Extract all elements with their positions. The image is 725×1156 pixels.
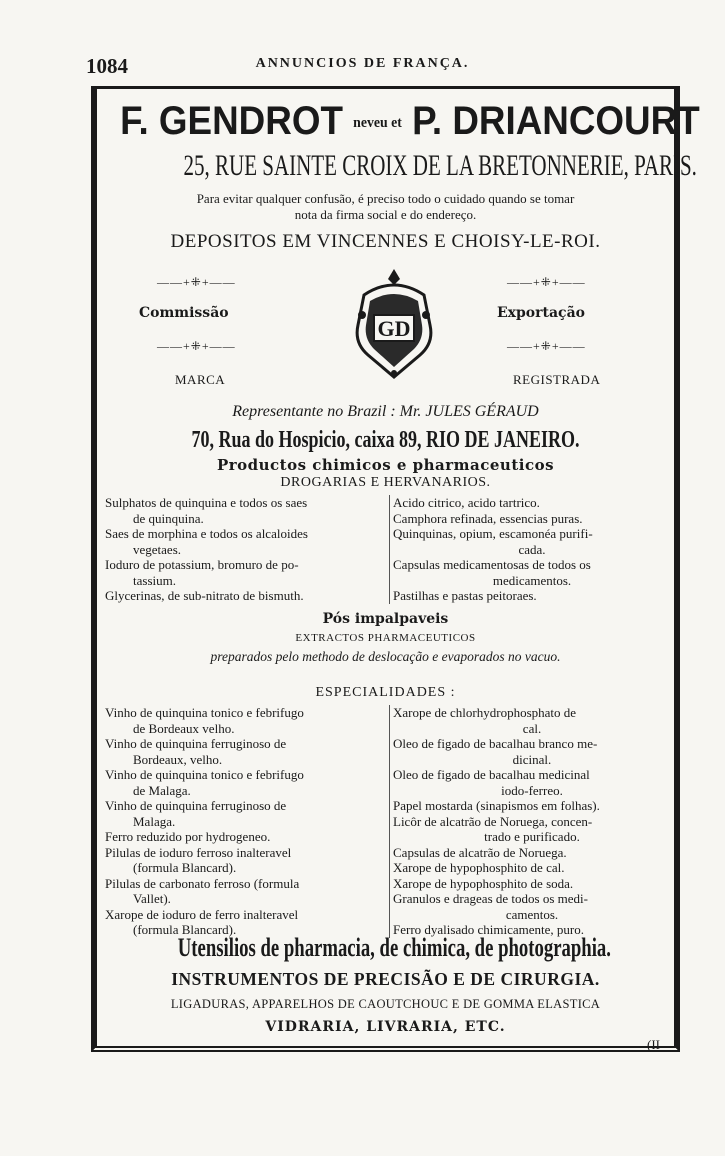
deposits-line: DEPOSITOS EM VINCENNES E CHOISY-LE-ROI.	[170, 231, 601, 252]
list-item-continuation: trado e purificado.	[484, 829, 580, 844]
ornament-rule: ——+⁜+——	[157, 275, 236, 289]
list-item-continuation: de Malaga.	[133, 782, 191, 798]
list-item	[393, 526, 671, 557]
list-item-line: Vinho de quinquina ferruginoso de	[105, 736, 287, 751]
list-item	[393, 845, 671, 861]
list-item	[105, 798, 389, 829]
list-item-line: Sulphatos de quinquina e todos os saes	[105, 495, 308, 510]
list-item	[393, 557, 671, 588]
list-item	[105, 736, 389, 767]
list-item	[105, 845, 389, 876]
list-item-line: Glycerinas, de sub-nitrato de bismuth.	[105, 588, 304, 603]
list-item	[393, 876, 671, 892]
preparados-line: preparados pelo methodo de deslocação e evaporados no vacuo.	[210, 649, 561, 664]
vidraria-line: VIDRARIA, LIVRARIA, ETC.	[265, 1019, 506, 1035]
emblem-monogram: GD	[377, 316, 411, 341]
list-item-line: Vinho de quinquina tonico e febrifugo	[105, 705, 304, 720]
chemicals-left-column	[105, 495, 390, 604]
list-item-line: Pilulas de ioduro ferroso inalteravel	[105, 844, 292, 860]
list-item-continuation: iodo-ferreo.	[501, 782, 563, 798]
firm-title	[120, 99, 700, 144]
notice-line-2: nota da firma social e do endereço.	[294, 207, 477, 222]
list-item-line: Saes de morphina e todos os alcaloides	[105, 526, 308, 541]
continued-mark: (II	[647, 1037, 660, 1052]
list-item-continuation: dicinal.	[512, 751, 552, 767]
list-item	[105, 876, 389, 907]
utensilios-line: Utensilios de pharmacia, de chimica, de photographia.	[177, 933, 611, 962]
pos-heading: Pós impalpaveis	[322, 611, 449, 627]
specialties-right-column	[393, 705, 671, 938]
list-item-line: Pastilhas e pastas peitoraes.	[393, 588, 537, 603]
instrumentos-line: INSTRUMENTOS DE PRECISÃO E DE CIRURGIA.	[171, 969, 600, 989]
page-number: 1084	[86, 54, 128, 78]
list-item	[393, 495, 671, 511]
list-item	[393, 767, 671, 798]
list-item-continuation: cada.	[518, 541, 546, 557]
registrada-label: REGISTRADA	[513, 372, 601, 387]
marca-label: MARCA	[175, 372, 226, 387]
list-item-line: Capsulas medicamentosas de todos os	[393, 557, 591, 572]
list-item-continuation: (formula Blancard).	[133, 922, 237, 937]
firm-name-connector: neveu et	[353, 114, 402, 131]
list-item	[105, 588, 389, 604]
list-item-line: Vinho de quinquina tonico e febrifugo	[105, 767, 304, 782]
list-item	[393, 705, 671, 736]
list-item-line: Xarope de hypophosphito de cal.	[393, 860, 565, 875]
ornament-rule: ——+⁜+——	[507, 275, 586, 289]
representative-line: Representante no Brazil : Mr. JULES GÉRAUD	[232, 403, 539, 420]
list-item-line: Quinquinas, opium, escamonéa purifi-	[393, 526, 593, 541]
list-item-line: Ioduro de potassium, bromuro de po-	[105, 557, 299, 572]
firm-name-left: F. GENDROT	[120, 99, 343, 143]
list-item-line: Xarope de chlorhydrophosphato de	[393, 705, 577, 720]
list-item-continuation: tassium.	[133, 572, 176, 588]
list-item-continuation: camentos.	[505, 906, 559, 922]
list-item-line: Vinho de quinquina ferruginoso de	[105, 798, 287, 813]
ornament-rule: ——+⁜+——	[507, 339, 586, 353]
list-item-line: Capsulas de alcatrão de Noruega.	[393, 844, 567, 860]
trademark-emblem-icon	[350, 265, 438, 383]
commissao-label: Commissão	[139, 305, 229, 321]
drogarias-heading: DROGARIAS E HERVANARIOS.	[280, 475, 491, 490]
list-item-line: Pilulas de carbonato ferroso (formula	[105, 875, 300, 891]
list-item	[393, 588, 671, 604]
list-item-line: Oleo de figado de bacalhau medicinal	[393, 767, 590, 782]
extractos-heading: EXTRACTOS PHARMACEUTICOS	[295, 632, 476, 644]
rio-address: 70, Rua do Hospicio, caixa 89, RIO DE JANEIRO.	[191, 427, 580, 453]
notice-line-1: Para evitar qualquer confusão, é preciso todo o cuidado quando se tomar	[196, 191, 575, 206]
list-item	[393, 860, 671, 876]
exportacao-label: Exportação	[497, 305, 585, 321]
list-item-line: Ferro dyalisado chimicamente, puro.	[393, 922, 584, 937]
advertisement	[91, 86, 700, 1052]
list-item-line: Camphora refinada, essencias puras.	[393, 510, 583, 526]
list-item	[393, 798, 671, 814]
firm-address: 25, RUE SAINTE CROIX DE LA BRETONNERIE, PARIS.	[183, 149, 697, 182]
list-item-line: Acido citrico, acido tartrico.	[393, 495, 540, 510]
list-item-line: Granulos e drageas de todos os medi-	[393, 891, 588, 906]
list-item-continuation: vegetaes.	[133, 541, 182, 557]
list-item	[105, 495, 389, 526]
specialties-columns	[105, 705, 671, 937]
list-item-continuation: Vallet).	[133, 891, 171, 906]
list-item-continuation: Malaga.	[133, 813, 176, 829]
list-item	[105, 526, 389, 557]
list-item-line: Oleo de figado de bacalhau branco me-	[393, 736, 598, 751]
list-item-continuation: de quinquina.	[133, 510, 204, 526]
list-item-continuation: Bordeaux, velho.	[133, 751, 223, 767]
list-item-continuation: cal.	[522, 720, 542, 736]
specialties-left-column	[105, 705, 390, 938]
list-item-line: Papel mostarda (sinapismos em folhas).	[393, 798, 600, 813]
list-item-continuation: de Bordeaux velho.	[133, 720, 235, 736]
firm-name-right: P. DRIANCOURT	[412, 99, 700, 143]
list-item-continuation: medicamentos.	[492, 572, 572, 588]
list-item-line: Ferro reduzido por hydrogeneo.	[105, 829, 271, 844]
ligaduras-line: LIGADURAS, APPARELHOS DE CAOUTCHOUC E DE GOMMA ELASTICA	[170, 997, 601, 1011]
ornament-rule: ——+⁜+——	[157, 339, 236, 353]
list-item	[393, 511, 671, 527]
list-item-line: Xarope de hypophosphito de soda.	[393, 875, 574, 891]
chemicals-right-column	[393, 495, 671, 604]
list-item	[105, 705, 389, 736]
especialidades-heading: ESPECIALIDADES :	[315, 685, 456, 700]
list-item-continuation: (formula Blancard).	[133, 860, 237, 875]
list-item-line: Xarope de ioduro de ferro inalteravel	[105, 906, 299, 922]
confusion-notice	[97, 191, 674, 223]
products-heading: Productos chimicos e pharmaceuticos	[216, 456, 555, 474]
running-header: ANNUNCIOS DE FRANÇA.	[255, 56, 470, 71]
list-item	[393, 736, 671, 767]
list-item	[105, 557, 389, 588]
chemicals-columns	[105, 495, 671, 605]
list-item	[393, 814, 671, 845]
list-item	[105, 767, 389, 798]
list-item	[105, 829, 389, 845]
list-item-line: Licôr de alcatrão de Noruega, concen-	[393, 813, 593, 829]
list-item	[393, 891, 671, 922]
